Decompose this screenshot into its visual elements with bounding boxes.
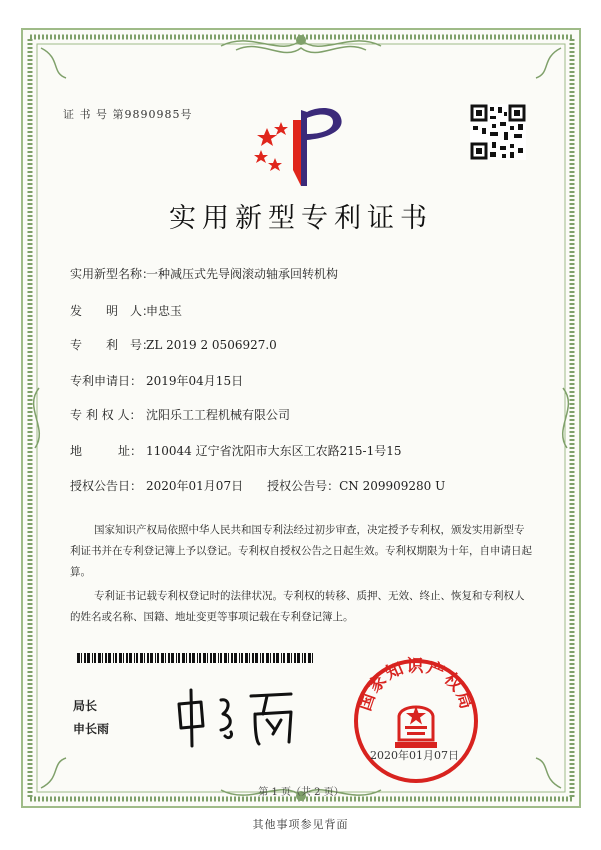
field-value: 110044 辽宁省沈阳市大东区工农路215-1号15 (146, 444, 402, 458)
seal-date: 2020年01月07日 (370, 749, 459, 762)
field-utility-model-name (70, 265, 338, 282)
field-label: 专利申请日： (70, 374, 143, 388)
footer-note: 其他事项参见背面 (252, 818, 349, 831)
field-inventor (70, 302, 182, 319)
cnipa-logo-icon (249, 100, 349, 190)
field-label: 发 明 人： (70, 304, 155, 318)
field-value: 沈阳乐工工程机械有限公司 (146, 408, 291, 422)
director-title: 局长 (73, 699, 98, 713)
field-label: 专 利 权 人： (70, 408, 142, 422)
field-label: 地 址： (70, 444, 143, 458)
field-application-date (70, 372, 243, 389)
field-value: 2019年04月15日 (146, 374, 244, 388)
director-name: 申长雨 (73, 722, 110, 736)
field-value: ZL 2019 2 0506927.0 (146, 338, 277, 352)
seal-text: 国家知识产权局 (355, 656, 477, 714)
field-label: 实用新型名称： (70, 267, 155, 281)
field-address (70, 442, 402, 459)
qr-code-icon (470, 104, 526, 160)
field-value: 2020年01月07日 授权公告号：CN 209909280 U (146, 479, 446, 493)
field-label: 专 利 号： (70, 338, 155, 352)
grant-statement: 国家知识产权局依照中华人民共和国专利法经过初步审查，决定授予专利权，颁发实用新型专利证书并在专利登记簿上予以登记。专利权自授权公告之日起生效。专利权期限为十年，自申请日起算。 (70, 524, 532, 578)
certificate (21, 28, 581, 808)
field-value: 一种减压式先导阀滚动轴承回转机构 (146, 267, 339, 281)
svg-text:国家知识产权局 (355, 657, 477, 714)
field-patentee (70, 406, 290, 423)
handwritten-signature-icon (171, 684, 301, 754)
legal-status-statement: 专利证书记载专利权登记时的法律状况。专利权的转移、质押、无效、终止、恢复和专利权人的姓名或名称、国籍、地址变更等事项记载在专利登记簿上。 (70, 590, 525, 623)
certificate-title: 实用新型专利证书 (169, 203, 433, 234)
official-seal-icon (351, 656, 481, 786)
barcode-icon (77, 653, 317, 663)
field-value: 申忠玉 (146, 304, 183, 318)
certificate-number: 证 书 号 第9890985号 (63, 108, 193, 121)
page-number: 第 1 页（共 2 页） (258, 787, 344, 798)
field-label: 授权公告日： (70, 479, 143, 493)
field-grant-date (70, 477, 445, 494)
field-patent-number (70, 336, 277, 353)
